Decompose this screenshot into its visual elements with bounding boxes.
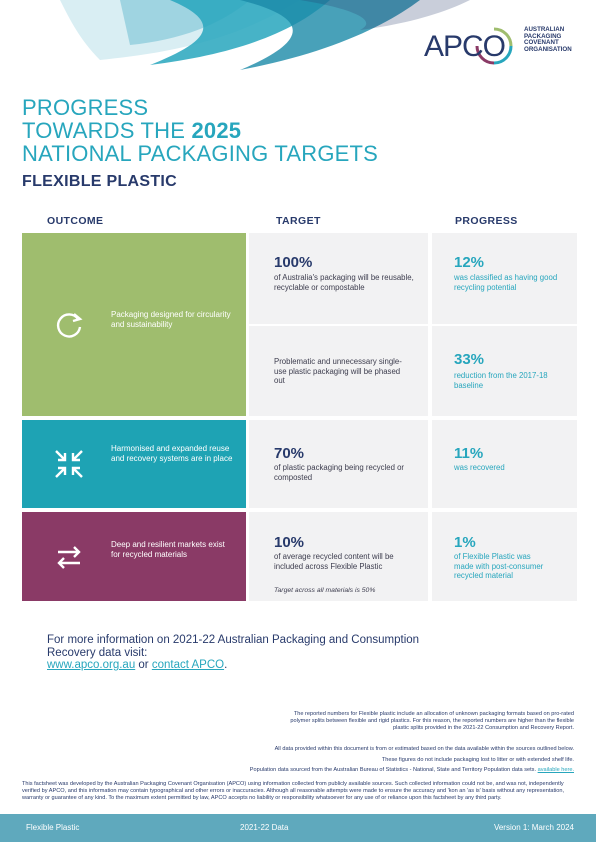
- more-info-or: or: [135, 659, 152, 671]
- target-cell-1b: [249, 326, 428, 416]
- disclaimer: This factsheet was developed by the Australian Packaging Covenant Organisation (APCO) using information collected from publicly available sources. Such collected information could not be, and was not, independently verified by APCO, and this information may contain typographical and other errors or inaccuracies. Although all reasonable attempts were made to ensure the accuracy and 'kon an 'as is' basis without any representation, warranty or guarantee of any kind. To the maximum extent permitted by law, APCO accepts no liability or responsibility whatsoever for any use of or reliance upon this factsheet by any third party.: [22, 781, 565, 801]
- column-header-progress: PROGRESS: [455, 215, 518, 227]
- page-subtitle: FLEXIBLE PLASTIC: [22, 173, 178, 190]
- progress-value: 1%: [454, 534, 476, 551]
- exchange-arrows-icon: [52, 540, 86, 574]
- more-info-text: For more information on 2021-22 Australian Packaging and Consumption Recovery data visit:: [47, 634, 420, 659]
- progress-cell-3: [432, 512, 577, 601]
- progress-text: was recovered: [454, 463, 505, 472]
- target-value: 70%: [274, 445, 305, 462]
- title-line-2-prefix: TOWARDS THE: [22, 118, 192, 143]
- title-line-1: PROGRESS: [22, 95, 149, 120]
- more-info: [47, 634, 427, 672]
- outcome-row-3: [22, 512, 246, 601]
- fine-print-data-sources: All data provided within this document is from or estimated based on the data available within the sources outlined below.: [274, 746, 574, 752]
- footer-bar: [0, 814, 596, 842]
- logo-wordmark: APCO: [424, 30, 506, 63]
- fine-print-flexible-note: The reported numbers for Flexible plastic include an allocation of unknown packaging formats based on pro-rated polymer splits between flexible and rigid plastics. For this reason, the reported numbers are higher than the flexible plastic splits provided in the 2021-22 Consumption and Recovery Report.: [290, 711, 574, 731]
- page-title: [22, 96, 378, 165]
- target-text: of Australia's packaging will be reusable, recyclable or compostable: [274, 273, 414, 292]
- population-data-link[interactable]: available here.: [537, 767, 574, 773]
- target-value: 100%: [274, 254, 313, 271]
- target-value: 10%: [274, 534, 305, 551]
- apco-website-link[interactable]: www.apco.org.au: [47, 659, 136, 671]
- outcome-row-1: [22, 233, 246, 416]
- footer-center: 2021-22 Data: [240, 823, 289, 832]
- progress-text: of Flexible Plastic was made with post-consumer recycled material: [454, 552, 544, 580]
- more-info-end: .: [224, 659, 228, 671]
- progress-cell-2: [432, 420, 577, 508]
- outcome-text-1: Packaging designed for circularity and sustainability: [111, 310, 231, 329]
- progress-text: reduction from the 2017-18 baseline: [454, 371, 548, 390]
- progress-text: was classified as having good recycling potential: [454, 273, 558, 292]
- target-cell-1a: [249, 233, 428, 324]
- population-text: Population data sourced from the Australian Bureau of Statistics - National, State and Territory Population data sets.: [249, 767, 537, 773]
- outcome-text-2: Harmonised and expanded reuse and recovery systems are in place: [111, 444, 233, 463]
- target-note: Target across all materials is 50%: [274, 587, 376, 594]
- title-line-3: NATIONAL PACKAGING TARGETS: [22, 141, 379, 166]
- logo-subtitle: AUSTRALIAN PACKAGING COVENANT ORGANISATION: [524, 26, 572, 53]
- contact-apco-link[interactable]: contact APCO: [151, 659, 225, 671]
- target-text: Problematic and unnecessary single-use plastic packaging will be phased out: [274, 357, 402, 385]
- apco-logo: [424, 22, 584, 66]
- footer-left: Flexible Plastic: [26, 823, 80, 832]
- footer-right: Version 1: March 2024: [493, 823, 574, 832]
- target-cell-3: [249, 512, 428, 601]
- progress-cell-1b: [432, 326, 577, 416]
- progress-value: 11%: [454, 445, 484, 462]
- circular-arrow-icon: [52, 308, 86, 342]
- fine-print-litter: These figures do not include packaging lost to litter or with extended shelf life.: [381, 757, 574, 763]
- progress-value: 33%: [454, 351, 485, 368]
- fine-print-population: [74, 767, 574, 774]
- outcome-text-3: Deep and resilient markets exist for recycled materials: [111, 540, 225, 559]
- target-text: of average recycled content will be included across Flexible Plastic: [274, 552, 394, 571]
- column-header-outcome: OUTCOME: [47, 215, 104, 227]
- title-line-2: [22, 119, 378, 142]
- progress-cell-1a: [432, 233, 577, 324]
- target-text: of plastic packaging being recycled or composted: [274, 463, 405, 482]
- target-cell-2: [249, 420, 428, 508]
- progress-value: 12%: [454, 254, 485, 271]
- converging-arrows-icon: [52, 447, 86, 481]
- column-header-target: TARGET: [276, 215, 321, 227]
- title-year: 2025: [191, 118, 242, 143]
- outcome-row-2: [22, 420, 246, 508]
